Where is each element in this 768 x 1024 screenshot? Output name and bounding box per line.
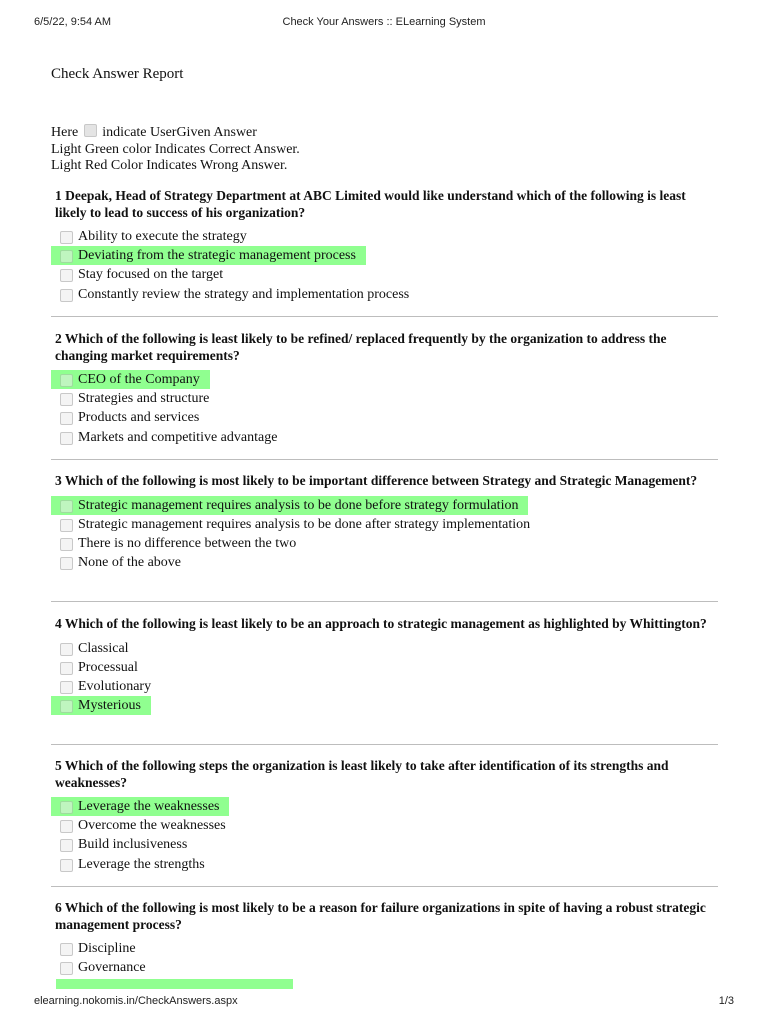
answer-option[interactable] [51, 408, 718, 427]
answer-option[interactable] [51, 265, 718, 284]
checkbox-icon[interactable] [60, 538, 73, 551]
option-label: Constantly review the strategy and implementation process [78, 286, 410, 302]
question-text: 2 Which of the following is least likely to be refined/ replaced frequently by the organization to address the changing market requirements? [55, 331, 667, 363]
checkbox-icon[interactable] [60, 250, 73, 263]
option-label: Strategic management requires analysis to be done before strategy formulation [78, 497, 519, 513]
option-label: Deviating from the strategic management process [78, 248, 356, 264]
checkbox-icon[interactable] [60, 557, 73, 570]
answer-option[interactable] [51, 939, 718, 958]
checkbox-sample-icon [84, 124, 97, 137]
option-label: Strategies and structure [78, 391, 210, 407]
answer-option-correct[interactable] [51, 797, 229, 816]
checkbox-icon[interactable] [60, 839, 73, 852]
legend-green [51, 142, 300, 159]
legend-red-text: Light Red Color Indicates Wrong Answer. [51, 158, 288, 173]
option-label: Ability to execute the strategy [78, 229, 247, 244]
option-label: Build inclusiveness [78, 837, 188, 853]
answer-option-correct[interactable] [51, 496, 528, 515]
print-header [0, 12, 768, 32]
separator [51, 316, 718, 317]
checkbox-icon[interactable] [60, 662, 73, 675]
checkbox-icon[interactable] [60, 432, 73, 445]
checkbox-icon[interactable] [60, 289, 73, 302]
answer-option[interactable] [51, 515, 718, 534]
question-5 [51, 758, 718, 874]
page-number: 1/3 [718, 995, 734, 1007]
checkbox-icon[interactable] [60, 859, 73, 872]
option-label: Evolutionary [78, 678, 152, 694]
answer-option[interactable] [51, 816, 718, 835]
option-label: Products and services [78, 410, 200, 426]
option-label: There is no difference between the two [78, 535, 297, 551]
checkbox-icon[interactable] [60, 412, 73, 425]
option-label: Markets and competitive advantage [78, 429, 278, 445]
question-text: 3 Which of the following is most likely to be important difference between Strategy and Strategic Management? [55, 473, 698, 488]
answer-option[interactable] [51, 534, 718, 553]
separator [51, 459, 718, 460]
answer-option[interactable] [51, 428, 718, 447]
legend-user-given: indicate UserGiven Answer [102, 125, 257, 140]
separator [51, 744, 718, 745]
option-label: Classical [78, 640, 129, 656]
answer-option[interactable] [51, 855, 718, 874]
separator [51, 601, 718, 602]
option-label: None of the above [78, 555, 182, 571]
answer-option[interactable] [51, 285, 718, 304]
question-text: 6 Which of the following is most likely to be a reason for failure organizations in spite of having a robust strategic management process? [55, 900, 706, 932]
legend-red [51, 158, 300, 175]
checkbox-icon[interactable] [60, 231, 73, 244]
answer-option[interactable] [51, 639, 718, 658]
print-datetime: 6/5/22, 9:54 AM [34, 16, 112, 28]
option-label: Stay focused on the target [78, 267, 224, 283]
question-6 [51, 900, 718, 977]
checkbox-icon[interactable] [60, 700, 73, 713]
option-label: Governance [78, 960, 146, 976]
answer-option-correct[interactable] [51, 370, 210, 389]
page-url: elearning.nokomis.in/CheckAnswers.aspx [34, 995, 238, 1007]
option-label: Overcome the weaknesses [78, 818, 226, 834]
option-label: CEO of the Company [78, 372, 200, 387]
question-1 [51, 188, 718, 304]
checkbox-icon[interactable] [60, 681, 73, 694]
option-label: Leverage the strengths [78, 856, 205, 872]
checkbox-icon[interactable] [60, 500, 73, 513]
checkbox-icon[interactable] [60, 962, 73, 975]
correct-answer-highlight-cut-off [56, 979, 293, 989]
answer-option[interactable] [51, 958, 718, 977]
checkbox-icon[interactable] [60, 374, 73, 387]
checkbox-icon[interactable] [60, 943, 73, 956]
checkbox-icon[interactable] [60, 519, 73, 532]
question-text: 5 Which of the following steps the organization is least likely to take after identification of its strengths and weaknesses? [55, 758, 669, 790]
checkbox-icon[interactable] [60, 801, 73, 814]
legend-green-text: Light Green color Indicates Correct Answer. [51, 141, 300, 157]
question-4 [51, 616, 718, 715]
answer-option[interactable] [51, 835, 718, 854]
checkbox-icon[interactable] [60, 393, 73, 406]
legend-here: Here [51, 125, 79, 140]
print-footer [0, 993, 768, 1013]
answer-option-correct[interactable] [51, 246, 366, 265]
print-page-title: Check Your Answers :: ELearning System [282, 16, 486, 28]
answer-option[interactable] [51, 389, 718, 408]
option-label: Discipline [78, 941, 136, 956]
legend-user-given-line [51, 124, 300, 142]
answer-option[interactable] [51, 658, 718, 677]
option-label: Processual [78, 659, 138, 675]
question-2 [51, 331, 718, 447]
separator [51, 886, 718, 887]
checkbox-icon[interactable] [60, 643, 73, 656]
answer-option[interactable] [51, 227, 718, 246]
checkbox-icon[interactable] [60, 820, 73, 833]
question-text: 4 Which of the following is least likely to be an approach to strategic management as highlighted by Whittington? [55, 616, 707, 631]
checkbox-icon[interactable] [60, 269, 73, 282]
legend [51, 124, 300, 175]
option-label: Mysterious [78, 698, 141, 714]
option-label: Strategic management requires analysis to be done after strategy implementation [78, 516, 531, 532]
option-label: Leverage the weaknesses [78, 799, 220, 814]
answer-option[interactable] [51, 553, 718, 572]
question-text: 1 Deepak, Head of Strategy Department at ABC Limited would like understand which of the following is least likely to lead to success of his organization? [55, 188, 686, 220]
answer-option[interactable] [51, 677, 718, 696]
report-title: Check Answer Report [51, 66, 184, 82]
question-3 [51, 473, 718, 572]
answer-option-correct[interactable] [51, 696, 151, 715]
